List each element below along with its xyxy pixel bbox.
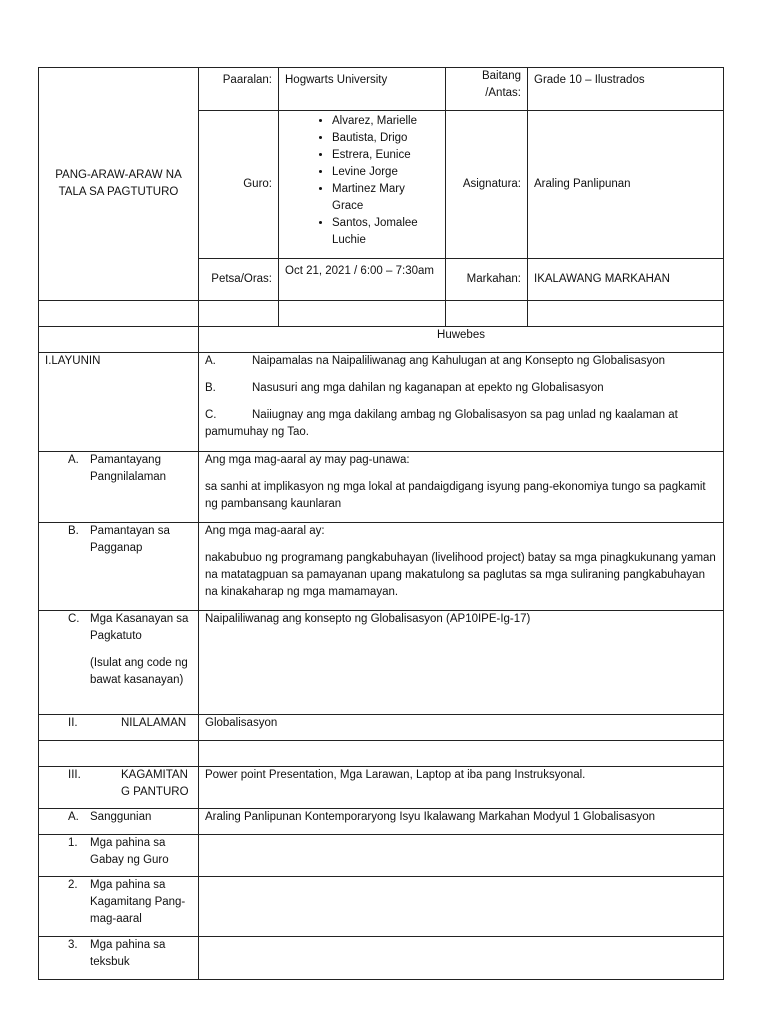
- pamantayan-pagganap-content: [199, 523, 724, 611]
- teacher-item: • Levine Jorge: [332, 164, 439, 181]
- section-label: Mga pahina sa Kagamitang Pang-mag-aaral: [90, 879, 186, 925]
- section-label: Pamantayan sa Pagganap: [90, 525, 170, 554]
- pamantayan-pagganap-label-cell: [39, 523, 199, 611]
- teacher-list: [285, 113, 439, 249]
- petsa-value: Oct 21, 2021 / 6:00 – 7:30am: [279, 259, 446, 301]
- objective-key: A.: [205, 355, 216, 367]
- paaralan-label: Paaralan:: [199, 68, 279, 111]
- teacher-list-cell: [279, 111, 446, 259]
- kasanayan-label-cell: [39, 611, 199, 715]
- nilalaman-value: Globalisasyon: [199, 715, 724, 741]
- markahan-label: Markahan:: [446, 259, 528, 301]
- content-line: Ang mga mag-aaral ay may pag-unawa:: [205, 454, 410, 466]
- pamantayang-nilalaman-label-cell: [39, 452, 199, 523]
- baitang-label: Baitang /Antas:: [446, 68, 528, 111]
- pahina-kagamitan-label-cell: [39, 877, 199, 937]
- section-key: B.: [68, 525, 79, 537]
- document-title: [39, 68, 199, 301]
- objective-text: Naipamalas na Naipaliliwanag ang Kahulugan at ang Konsepto ng Globalisasyon: [252, 355, 666, 367]
- pahina-kagamitan-value: [199, 877, 724, 937]
- section-label: Mga pahina sa teksbuk: [90, 939, 166, 968]
- document-title-text: PANG-ARAW-ARAW NA TALA SA PAGTUTURO: [55, 169, 182, 198]
- section-key: III.: [68, 769, 81, 781]
- section-key: A.: [68, 811, 79, 823]
- empty-row: [39, 301, 724, 327]
- objective-key: B.: [205, 382, 216, 394]
- section-label: Mga Kasanayan sa Pagkatuto: [90, 613, 189, 642]
- sanggunian-label-cell: [39, 809, 199, 835]
- guro-label: Guro:: [199, 111, 279, 259]
- objective-item: [205, 380, 717, 397]
- teacher-item: • Bautista, Drigo: [332, 130, 439, 147]
- content-line: sa sanhi at implikasyon ng mga lokal at pandaigdigang isyung pang-ekonomiya tungo sa pagkamit ng pambansang kaunlaran: [205, 481, 706, 510]
- objective-item: [205, 353, 717, 370]
- kasanayan-note: (Isulat ang code ng bawat kasanayan): [90, 657, 188, 686]
- teacher-item: • Santos, Jomalee Luchie: [332, 215, 439, 249]
- baitang-value: Grade 10 – Ilustrados: [528, 68, 724, 111]
- section-label: Sanggunian: [90, 811, 152, 823]
- content-line: nakabubuo ng programang pangkabuhayan (livelihood project) batay sa mga pinagkukunang yaman na matatagpuan sa pamayanan upang makatulong sa paglutas sa mga suliraning pangkabuhayan na kinakaharap ng mga mamamayan.: [205, 552, 716, 598]
- section-key: 1.: [68, 837, 78, 849]
- pahina-teksbuk-label-cell: [39, 937, 199, 980]
- section-key: A.: [68, 454, 79, 466]
- pamantayang-nilalaman-content: [199, 452, 724, 523]
- objective-text: Naiiugnay ang mga dakilang ambag ng Globalisasyon sa pag unlad ng kaalaman at pamumuhay ng Tao.: [205, 409, 678, 438]
- day-label: Huwebes: [199, 327, 724, 353]
- section-key: 3.: [68, 939, 78, 951]
- teacher-item: • Estrera, Eunice: [332, 147, 439, 164]
- section-label: Mga pahina sa Gabay ng Guro: [90, 837, 169, 866]
- teacher-item: • Martinez Mary Grace: [332, 181, 439, 215]
- objective-key: C.: [205, 409, 217, 421]
- layunin-content: [199, 353, 724, 452]
- petsa-label: Petsa/Oras:: [199, 259, 279, 301]
- lesson-plan-table: [38, 67, 724, 980]
- objective-text: Nasusuri ang mga dahilan ng kaganapan at epekto ng Globalisasyon: [252, 382, 604, 394]
- section-label: NILALAMAN: [121, 717, 187, 729]
- nilalaman-label-cell: [39, 715, 199, 741]
- pahina-gabay-value: [199, 835, 724, 877]
- asignatura-value: Araling Panlipunan: [528, 111, 724, 259]
- empty-row: [39, 741, 724, 767]
- pahina-teksbuk-value: [199, 937, 724, 980]
- day-row-blank: [39, 327, 199, 353]
- section-label: Pamantayang Pangnilalaman: [90, 454, 167, 483]
- asignatura-label: Asignatura:: [446, 111, 528, 259]
- kagamitan-value: Power point Presentation, Mga Larawan, Laptop at iba pang Instruksyonal.: [199, 767, 724, 809]
- sanggunian-value: Araling Panlipunan Kontemporaryong Isyu Ikalawang Markahan Modyul 1 Globalisasyon: [199, 809, 724, 835]
- paaralan-value: Hogwarts University: [279, 68, 446, 111]
- content-line: Ang mga mag-aaral ay:: [205, 525, 325, 537]
- objective-item: [205, 407, 717, 441]
- pahina-gabay-label-cell: [39, 835, 199, 877]
- section-label: KAGAMITAN G PANTURO: [121, 769, 189, 798]
- markahan-value: IKALAWANG MARKAHAN: [528, 259, 724, 301]
- teacher-item: • Alvarez, Marielle: [332, 113, 439, 130]
- section-key: 2.: [68, 879, 78, 891]
- section-key: II.: [68, 717, 78, 729]
- section-key: C.: [68, 613, 80, 625]
- layunin-label: I.LAYUNIN: [39, 353, 199, 452]
- kasanayan-value: Naipaliliwanag ang konsepto ng Globalisasyon (AP10IPE-Ig-17): [199, 611, 724, 715]
- kagamitan-label-cell: [39, 767, 199, 809]
